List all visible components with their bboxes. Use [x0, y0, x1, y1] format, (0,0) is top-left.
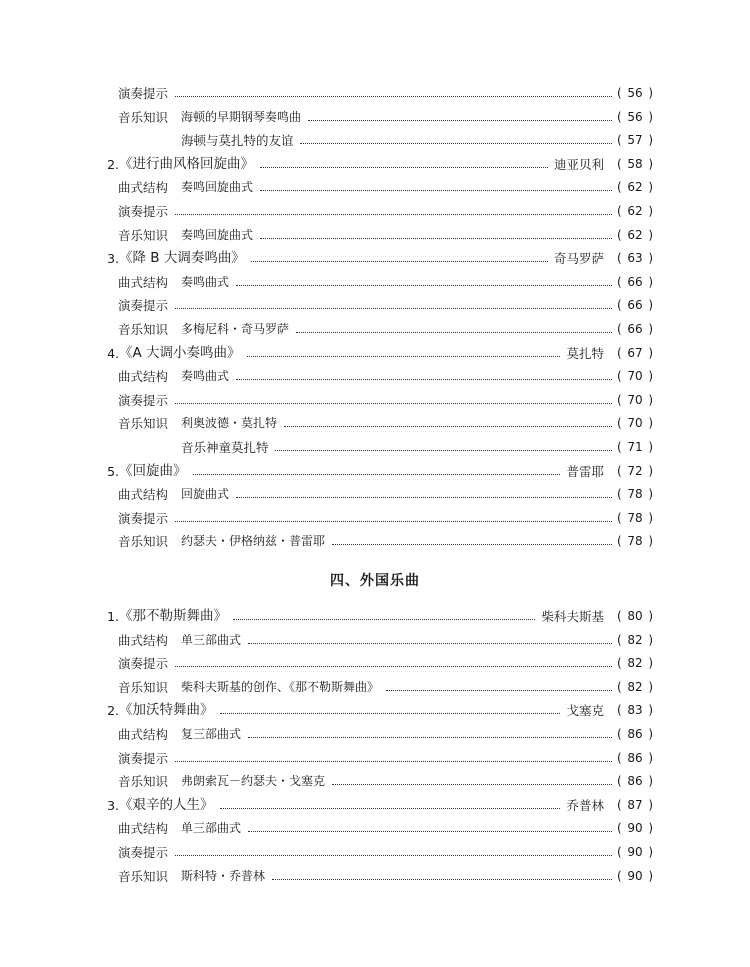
entry-number: 3. [107, 797, 119, 813]
entry-description: 弗朗索瓦－约瑟夫・戈塞克 [181, 774, 326, 789]
paren-close: ) [648, 750, 653, 765]
entry-label: 音乐知识 [118, 227, 169, 243]
entry-title: 《那不勒斯舞曲》 [119, 608, 227, 624]
page-number [617, 460, 653, 484]
page-value: 56 [627, 86, 643, 100]
paren-open: ( [617, 439, 622, 454]
page-number [617, 176, 653, 200]
toc-entry-subitem[interactable] [0, 723, 750, 747]
paren-open: ( [617, 774, 622, 789]
paren-open: ( [617, 487, 622, 502]
entry-label: 曲式结构 [118, 369, 169, 385]
paren-close: ) [648, 227, 653, 242]
page-value: 66 [627, 298, 643, 313]
entry-label: 演奏提示 [118, 298, 169, 314]
page-value: 57 [627, 133, 643, 148]
page-number [617, 342, 653, 366]
entry-number: 1. [107, 609, 119, 624]
paren-close: ) [648, 321, 653, 336]
page-number [617, 224, 653, 248]
paren-open: ( [617, 274, 622, 289]
paren-close: ) [648, 439, 653, 454]
page-value: 71 [627, 439, 643, 454]
entry-label: 曲式结构 [118, 487, 169, 503]
toc-entry-subitem[interactable] [0, 676, 750, 700]
paren-close: ) [648, 251, 653, 266]
dot-leader [220, 808, 560, 809]
entry-composer: 乔普林 [566, 797, 604, 813]
toc-entry-subitem[interactable] [0, 176, 750, 200]
toc-entry-subitem[interactable] [0, 106, 750, 130]
page-number [617, 652, 653, 676]
paren-open: ( [617, 609, 622, 623]
dot-leader [260, 190, 612, 191]
dot-leader [284, 426, 612, 427]
entry-composer: 奇马罗萨 [553, 251, 604, 267]
dot-leader [251, 261, 548, 262]
entry-composer: 迪亚贝利 [553, 156, 604, 172]
entry-description: 奏鸣曲式 [181, 274, 230, 289]
page-number [617, 699, 653, 723]
paren-open: ( [617, 416, 622, 431]
entry-description: 约瑟夫・伊格纳兹・普雷耶 [181, 534, 326, 549]
toc-entry-title[interactable] [0, 247, 750, 271]
entry-description: 斯科特・乔普林 [181, 868, 266, 883]
page-value: 78 [627, 510, 643, 525]
toc-entry-subitem[interactable] [0, 224, 750, 248]
page-number [617, 389, 653, 413]
page-value: 82 [627, 656, 643, 671]
paren-close: ) [648, 180, 653, 195]
entry-title: 《A 大调小奏鸣曲》 [119, 344, 241, 361]
paren-open: ( [617, 797, 622, 812]
entry-composer: 普雷耶 [566, 463, 604, 479]
page-value: 90 [627, 844, 643, 859]
dot-leader [332, 544, 612, 545]
toc-entry-subitem[interactable] [0, 530, 750, 554]
toc-entry-subitem[interactable] [0, 200, 750, 224]
entry-title: 《艰辛的人生》 [119, 796, 214, 813]
page-number [617, 412, 653, 436]
paren-close: ) [648, 868, 653, 883]
page-number [617, 723, 653, 747]
dot-leader [260, 167, 548, 168]
entry-composer: 柴科夫斯基 [541, 609, 604, 624]
paren-open: ( [617, 868, 622, 883]
entry-description: 奏鸣回旋曲式 [181, 180, 254, 195]
paren-close: ) [648, 510, 653, 525]
page-number [617, 129, 653, 153]
dot-leader [175, 214, 612, 215]
entry-description: 奏鸣回旋曲式 [181, 227, 254, 242]
paren-close: ) [648, 609, 653, 623]
dot-leader [248, 737, 612, 738]
toc-entry-title[interactable] [0, 460, 750, 484]
paren-close: ) [648, 821, 653, 836]
dot-leader [233, 619, 535, 620]
entry-label: 演奏提示 [118, 86, 169, 101]
entry-composer: 莫扎特 [566, 345, 604, 361]
paren-close: ) [648, 679, 653, 694]
entry-title: 《进行曲风格回旋曲》 [119, 155, 254, 172]
paren-close: ) [648, 109, 653, 124]
paren-open: ( [617, 345, 622, 360]
entry-description: 回旋曲式 [181, 487, 230, 502]
dot-leader [248, 831, 612, 832]
entry-label: 音乐知识 [118, 109, 169, 125]
page-value: 87 [627, 797, 643, 812]
toc-entry-title[interactable] [0, 153, 750, 177]
page-number [617, 605, 653, 629]
entry-number: 2. [107, 703, 119, 719]
paren-close: ) [648, 844, 653, 859]
dot-leader [275, 450, 612, 451]
paren-close: ) [648, 726, 653, 741]
paren-open: ( [617, 463, 622, 478]
dot-leader [175, 96, 612, 97]
page-value: 70 [627, 416, 643, 431]
entry-number: 2. [107, 156, 119, 172]
entry-label: 演奏提示 [118, 844, 169, 860]
entry-label: 音乐知识 [118, 416, 169, 432]
dot-leader [386, 690, 612, 691]
entry-label: 演奏提示 [118, 750, 169, 766]
page-value: 83 [627, 703, 643, 718]
entry-description: 柴科夫斯基的创作、《那不勒斯舞曲》 [181, 679, 380, 694]
entry-description: 海顿的早期钢琴奏鸣曲 [181, 109, 302, 124]
paren-close: ) [648, 632, 653, 647]
toc-entry-subitem[interactable] [0, 129, 750, 153]
entry-label: 演奏提示 [118, 656, 169, 672]
entry-label: 音乐知识 [118, 679, 169, 695]
toc-entry-subitem[interactable] [0, 507, 750, 531]
dot-leader [175, 666, 612, 667]
entry-number: 5. [107, 463, 119, 479]
toc-entry-subitem[interactable] [0, 817, 750, 841]
dot-leader [272, 879, 612, 880]
toc-entry-subitem[interactable] [0, 652, 750, 676]
paren-open: ( [617, 251, 622, 266]
dot-leader [332, 784, 612, 785]
entry-title: 《回旋曲》 [119, 462, 187, 479]
paren-open: ( [617, 726, 622, 741]
entry-label: 音乐知识 [118, 774, 169, 790]
toc-entry-subitem[interactable] [0, 436, 750, 460]
entry-label: 曲式结构 [118, 274, 169, 290]
toc-entry-subitem[interactable] [0, 770, 750, 794]
paren-close: ) [648, 534, 653, 549]
page-value: 90 [627, 821, 643, 836]
page-value: 82 [627, 632, 643, 647]
toc-entry-subitem[interactable] [0, 365, 750, 389]
page-value: 86 [627, 726, 643, 741]
page-number [617, 436, 653, 460]
page-number [617, 794, 653, 818]
page-value: 72 [627, 463, 643, 478]
toc-entry-subitem[interactable] [0, 865, 750, 889]
paren-open: ( [617, 632, 622, 647]
dot-leader [175, 403, 612, 404]
paren-open: ( [617, 392, 622, 407]
entry-label: 曲式结构 [118, 632, 169, 648]
entry-label: 曲式结构 [118, 821, 169, 837]
paren-open: ( [617, 86, 622, 100]
dot-leader [260, 238, 612, 239]
entry-description: 奏鸣曲式 [181, 369, 230, 384]
page-value: 80 [627, 609, 643, 623]
paren-open: ( [617, 679, 622, 694]
dot-leader [308, 120, 612, 121]
dot-leader [236, 285, 612, 286]
entry-description: 单三部曲式 [181, 821, 242, 836]
entry-label: 演奏提示 [118, 392, 169, 408]
page-number [617, 106, 653, 130]
paren-close: ) [648, 345, 653, 360]
page-value: 66 [627, 274, 643, 289]
entry-composer: 戈塞克 [566, 703, 604, 719]
entry-title: 《加沃特舞曲》 [119, 702, 214, 719]
entry-label: 曲式结构 [118, 180, 169, 196]
entry-title: 《降 B 大调奏鸣曲》 [119, 250, 245, 267]
page-number [617, 271, 653, 295]
paren-open: ( [617, 227, 622, 242]
toc-entry-subitem[interactable] [0, 389, 750, 413]
paren-close: ) [648, 86, 653, 100]
page-number [617, 817, 653, 841]
page-number [617, 865, 653, 889]
page-number [617, 507, 653, 531]
paren-open: ( [617, 203, 622, 218]
paren-open: ( [617, 510, 622, 525]
page-number [617, 82, 653, 106]
entry-label: 演奏提示 [118, 510, 169, 526]
page-value: 56 [627, 109, 643, 124]
paren-open: ( [617, 109, 622, 124]
dot-leader [300, 143, 612, 144]
toc-entry-subitem[interactable] [0, 629, 750, 653]
page-value: 70 [627, 369, 643, 384]
paren-open: ( [617, 534, 622, 549]
toc-entry-title[interactable] [0, 699, 750, 723]
page-value: 78 [627, 487, 643, 502]
dot-leader [220, 713, 560, 714]
paren-close: ) [648, 463, 653, 478]
dot-leader [175, 855, 612, 856]
page-number [617, 676, 653, 700]
page-number [617, 294, 653, 318]
paren-open: ( [617, 656, 622, 671]
paren-open: ( [617, 180, 622, 195]
page-number [617, 530, 653, 554]
dot-leader [296, 332, 612, 333]
entry-label: 海顿与莫扎特的友谊 [181, 133, 294, 149]
paren-open: ( [617, 321, 622, 336]
page-value: 62 [627, 180, 643, 195]
page-value: 70 [627, 392, 643, 407]
paren-close: ) [648, 298, 653, 313]
entry-label: 曲式结构 [118, 726, 169, 742]
entry-description: 复三部曲式 [181, 726, 242, 741]
page-number [617, 247, 653, 271]
entry-number: 4. [107, 345, 119, 361]
toc-entry-title[interactable] [0, 342, 750, 366]
page-number [617, 318, 653, 342]
page-value: 90 [627, 868, 643, 883]
entry-number: 3. [107, 251, 119, 267]
toc-entry-subitem[interactable] [0, 294, 750, 318]
entry-label: 音乐神童莫扎特 [181, 439, 269, 455]
page-value: 66 [627, 321, 643, 336]
page-number [617, 153, 653, 177]
page-number [617, 483, 653, 507]
toc-entry-subitem[interactable] [0, 841, 750, 865]
paren-open: ( [617, 844, 622, 859]
toc-entry-subitem[interactable] [0, 412, 750, 436]
dot-leader [175, 308, 612, 309]
dot-leader [175, 761, 612, 762]
entry-label: 演奏提示 [118, 203, 169, 219]
toc-entry-title[interactable] [0, 605, 750, 629]
page-value: 67 [627, 345, 643, 360]
page-number [617, 770, 653, 794]
dot-leader [236, 497, 612, 498]
paren-close: ) [648, 133, 653, 148]
entry-label: 音乐知识 [118, 868, 169, 884]
paren-close: ) [648, 203, 653, 218]
paren-open: ( [617, 703, 622, 718]
paren-close: ) [648, 156, 653, 171]
dot-leader [236, 379, 612, 380]
toc-entry-subitem[interactable] [0, 318, 750, 342]
toc-list-foreign-pieces [0, 605, 750, 888]
paren-close: ) [648, 797, 653, 812]
toc-list-part-three [0, 82, 750, 554]
paren-open: ( [617, 750, 622, 765]
paren-close: ) [648, 774, 653, 789]
page-number [617, 200, 653, 224]
page-value: 82 [627, 679, 643, 694]
section-heading: 四、外国乐曲 [330, 573, 420, 589]
page-value: 62 [627, 203, 643, 218]
paren-open: ( [617, 369, 622, 384]
toc-entry-subitem[interactable] [0, 271, 750, 295]
page-value: 58 [627, 156, 643, 171]
paren-open: ( [617, 821, 622, 836]
page-value: 86 [627, 750, 643, 765]
paren-open: ( [617, 156, 622, 171]
dot-leader [175, 521, 612, 522]
paren-close: ) [648, 392, 653, 407]
dot-leader [248, 643, 612, 644]
paren-close: ) [648, 656, 653, 671]
entry-description: 利奥波德・莫扎特 [181, 416, 278, 431]
paren-open: ( [617, 298, 622, 313]
paren-close: ) [648, 703, 653, 718]
entry-label: 音乐知识 [118, 534, 169, 550]
paren-open: ( [617, 133, 622, 148]
page-value: 86 [627, 774, 643, 789]
page-value: 62 [627, 227, 643, 242]
toc-entry-subitem[interactable] [0, 82, 750, 106]
entry-description: 单三部曲式 [181, 632, 242, 647]
toc-entry-subitem[interactable] [0, 747, 750, 771]
paren-close: ) [648, 274, 653, 289]
entry-description: 多梅尼科・奇马罗萨 [181, 321, 290, 336]
paren-close: ) [648, 369, 653, 384]
dot-leader [247, 356, 560, 357]
page-number [617, 629, 653, 653]
entry-label: 音乐知识 [118, 321, 169, 337]
toc-entry-title[interactable] [0, 794, 750, 818]
page-number [617, 365, 653, 389]
paren-close: ) [648, 416, 653, 431]
dot-leader [193, 474, 560, 475]
toc-entry-subitem[interactable] [0, 483, 750, 507]
page-number [617, 747, 653, 771]
page-value: 78 [627, 534, 643, 549]
page-number [617, 841, 653, 865]
paren-close: ) [648, 487, 653, 502]
page-value: 63 [627, 251, 643, 266]
